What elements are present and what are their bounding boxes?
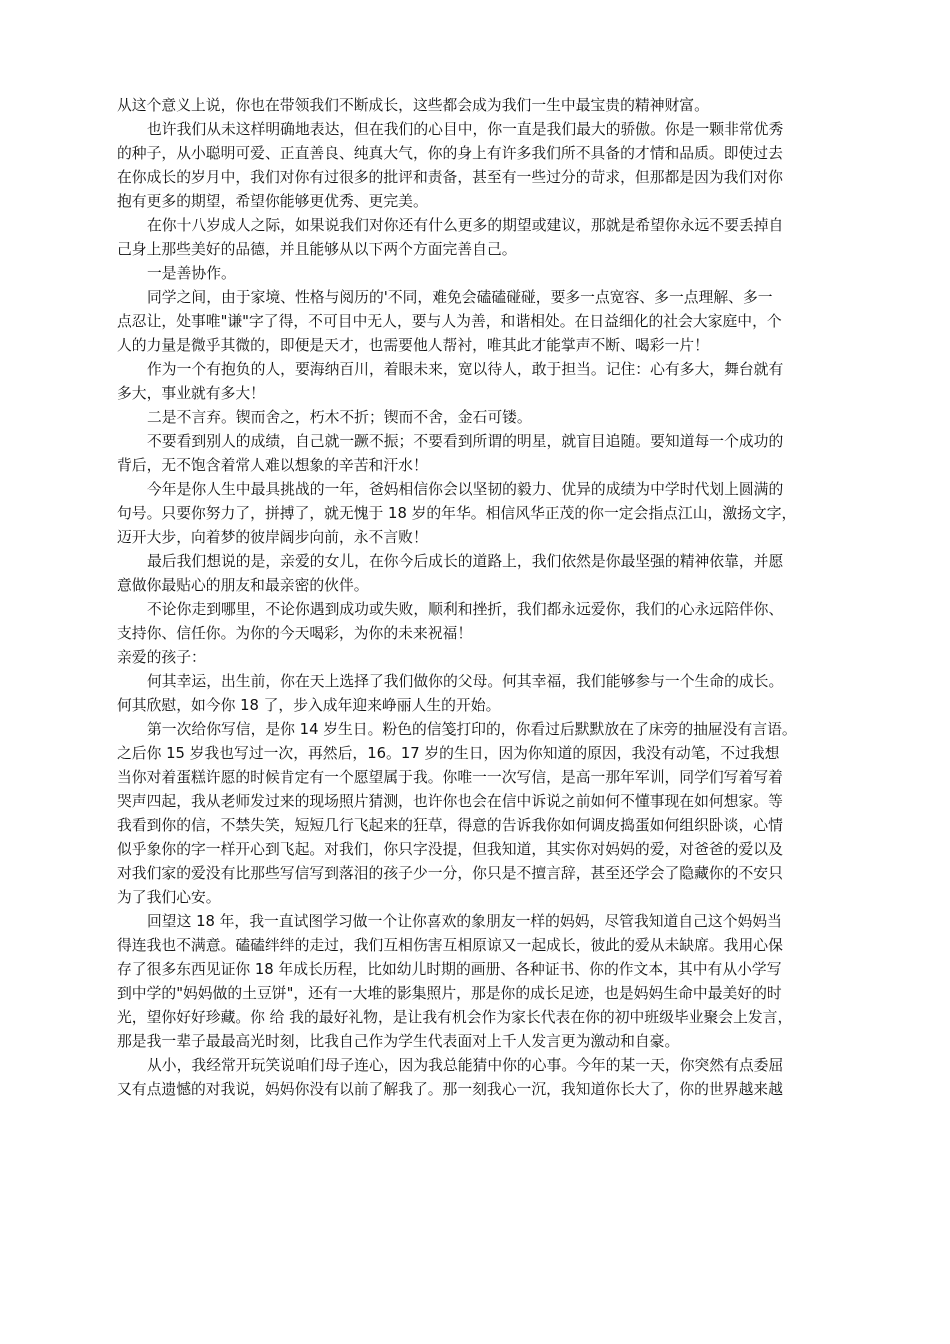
paragraph-first-line: 第一次给你写信，是你 14 岁生日。粉色的信笺打印的，你看过后默默放在了床旁的抽屉没有言语。 [147,721,797,738]
text-line: 点忍让，处事唯"谦"字了得，不可目中无人，要与人为善，和谐相处。在日益细化的社会大家庭中，个 [117,313,782,330]
text-line: 似乎象你的字一样开心到飞起。对我们，你只字没提，但我知道，其实你对妈妈的爱，对爸爸的爱以及 [117,841,783,858]
text-line: 从这个意义上说，你也在带领我们不断成长，这些都会成为我们一生中最宝贵的精神财富。 [117,97,709,114]
text-line: 那是我一辈子最最高光时刻，比我自己作为学生代表面对上千人发言更为激动和自豪。 [117,1033,680,1050]
paragraph-first-line: 不要看到别人的成绩，自己就一蹶不振；不要看到所谓的明星，就盲目追随。要知道每一个成功的 [147,433,784,450]
text-line: 哭声四起，我从老师发过来的现场照片猜测，也许你也会在信中诉说之前如何不懂事现在如何想家。等 [117,793,783,810]
text-line: 为了我们心安。 [117,889,221,906]
text-line: 迈开大步，向着梦的彼岸阔步向前，永不言败！ [117,529,428,546]
paragraph-first-line: 从小，我经常开玩笑说咱们母子连心，因为我总能猜中你的心事。今年的某一天，你突然有点委屈 [147,1057,784,1074]
text-line: 支持你、信任你。为你的今天喝彩，为你的未来祝福！ [117,625,473,642]
text-line: 句号。只要你努力了，拼搏了，就无愧于 18 岁的年华。相信风华正茂的你一定会指点江山，激扬文字， [117,505,797,522]
text-line: 的种子，从小聪明可爱、正直善良、纯真大气，你的身上有许多我们所不具备的才情和品质。即使过去 [117,145,783,162]
text-line: 又有点遗憾的对我说，妈妈你没有以前了解我了。那一刻我心一沉，我知道你长大了，你的世界越来越 [117,1081,783,1098]
paragraph-first-line: 今年是你人生中最具挑战的一年，爸妈相信你会以坚韧的毅力、优异的成绩为中学时代划上圆满的 [147,481,784,498]
text-line: 得连我也不满意。磕磕绊绊的走过，我们互相伤害互相原谅又一起成长，彼此的爱从未缺席。我用心保 [117,937,783,954]
text-line: 亲爱的孩子： [117,649,206,666]
text-line: 何其欣慰，如今你 18 了，步入成年迎来峥丽人生的开始。 [117,697,501,714]
paragraph-first-line: 在你十八岁成人之际，如果说我们对你还有什么更多的期望或建议，那就是希望你永远不要丢掉自 [147,217,784,234]
text-line: 之后你 15 岁我也写过一次，再然后，16。17 岁的生日，因为你知道的原因，我没有动笔，不过我想 [117,745,780,762]
paragraph-first-line: 一是善协作。 [147,265,236,282]
text-line: 背后，无不饱含着常人难以想象的辛苦和汗水！ [117,457,428,474]
text-line: 对我们家的爱没有比那些写信写到落泪的孩子少一分，你只是不擅言辞，甚至还学会了隐藏你的不安只 [117,865,783,882]
text-line: 抱有更多的期望，希望你能够更优秀、更完美。 [117,193,428,210]
document-page [117,94,852,1102]
text-line: 意做你最贴心的朋友和最亲密的伙伴。 [117,577,369,594]
text-line: 在你成长的岁月中，我们对你有过很多的批评和责备，甚至有一些过分的苛求，但那都是因为我们对你 [117,169,783,186]
text-line: 己身上那些美好的品德，并且能够从以下两个方面完善自己。 [117,241,517,258]
text-line: 当你对着蛋糕许愿的时候肯定有一个愿望属于我。你唯一一次写信，是高一那年军训，同学们写着写着 [117,769,783,786]
paragraph-first-line: 回望这 18 年，我一直试图学习做一个让你喜欢的象朋友一样的妈妈，尽管我知道自己这个妈妈当 [147,913,782,930]
paragraph-first-line: 同学之间，由于家境、性格与阅历的'不同，难免会磕磕碰碰，要多一点宽容、多一点理解、多一 [147,289,773,306]
text-line: 存了很多东西见证你 18 年成长历程，比如幼儿时期的画册、各种证书、你的作文本，其中有从小学写 [117,961,782,978]
text-line: 多大，事业就有多大！ [117,385,265,402]
text-line: 我看到你的信，不禁失笑，短短几行飞起来的狂草，得意的告诉我你如何调皮捣蛋如何组织卧谈，心情 [117,817,783,834]
paragraph-first-line: 作为一个有抱负的人，要海纳百川，着眼未来，宽以待人，敢于担当。记住：心有多大，舞台就有 [147,361,784,378]
text-line: 人的力量是微乎其微的，即便是天才，也需要他人帮衬，唯其此才能掌声不断、喝彩一片！ [117,337,709,354]
paragraph-first-line: 不论你走到哪里，不论你遇到成功或失败，顺利和挫折，我们都永远爱你，我们的心永远陪伴你、 [147,601,784,618]
text-line: 到中学的"妈妈做的土豆饼"，还有一大堆的影集照片，那是你的成长足迹，也是妈妈生命中最美好的时 [117,985,782,1002]
paragraph-first-line: 何其幸运，出生前，你在天上选择了我们做你的父母。何其幸福，我们能够参与一个生命的成长。 [147,673,784,690]
paragraph-first-line: 最后我们想说的是，亲爱的女儿，在你今后成长的道路上，我们依然是你最坚强的精神依靠，并愿 [147,553,784,570]
paragraph-first-line: 二是不言弃。锲而舍之，朽木不折；锲而不舍，金石可镂。 [147,409,532,426]
text-line: 光，望你好好珍藏。你 给 我的最好礼物，是让我有机会作为家长代表在你的初中班级毕业聚会上发言， [117,1009,793,1026]
paragraph-first-line: 也许我们从未这样明确地表达，但在我们的心目中，你一直是我们最大的骄傲。你是一颗非常优秀 [147,121,784,138]
